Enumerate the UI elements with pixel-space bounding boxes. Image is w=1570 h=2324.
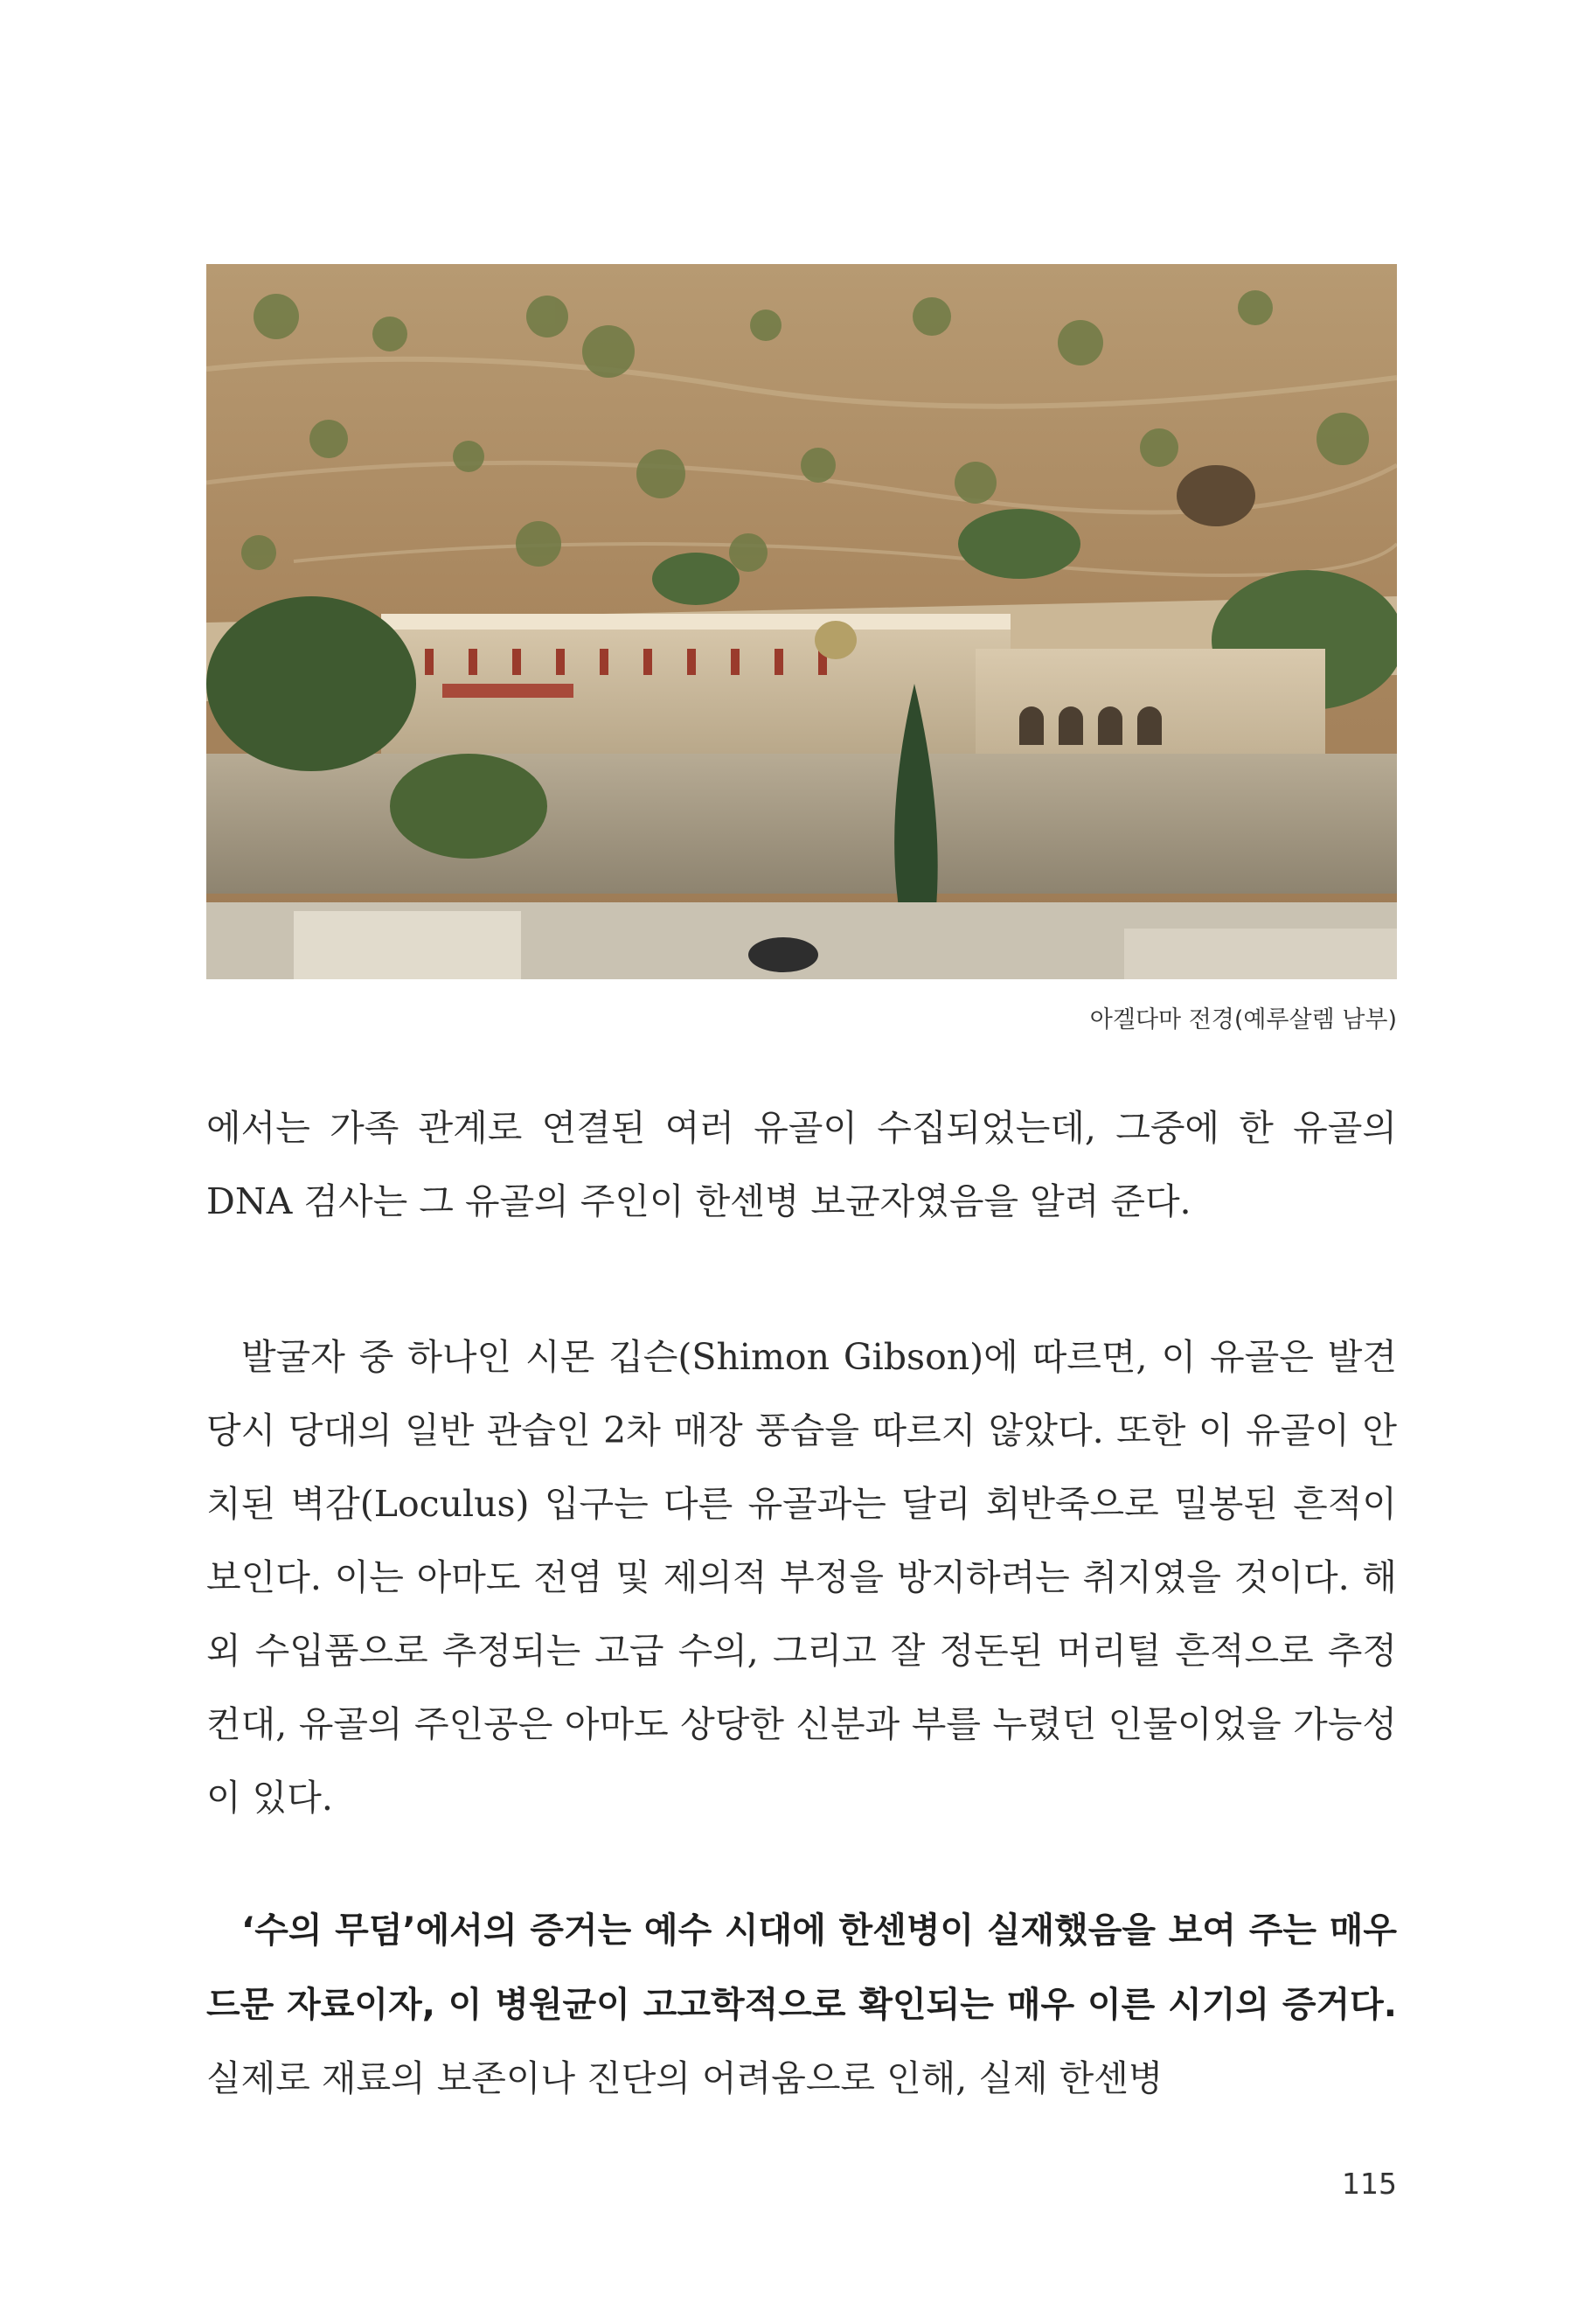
photo-caption: 아겔다마 전경(예루살렘 남부)	[1089, 1006, 1397, 1033]
landscape-photo-icon	[206, 264, 1397, 979]
aceldama-landscape-photo	[206, 264, 1397, 979]
page-number: 115	[1342, 2167, 1397, 2201]
paragraph-1-text: 에서는 가족 관계로 연결된 여러 유골이 수집되었는데, 그중에 한 유골의 DNA 검사는 그 유골의 주인이 한센병 보균자였음을 알려 준다.	[206, 1107, 1397, 1222]
paragraph-2-text: 발굴자 중 하나인 시몬 깁슨(Shimon Gibson)에 따르면, 이 유골은 발견 당시 당대의 일반 관습인 2차 매장 풍습을 따르지 않았다. 또한 이 유골이 안치된 벽감(Loculus) 입구는 다른 유골과는 달리 회반죽으로 밀봉된 흔적이 보인다. 이는 아마도 전염 및 제의적 부정을 방지하려는 취지였을 것이다. 해외 수입품으로 추정되는 고급 수의, 그리고 잘 정돈된 머리털 흔적으로 추정컨대, 유골의 주인공은 아마도 상당한 신분과 부를 누렸던 인물이었을 가능성이 있다.	[206, 1336, 1397, 1819]
paragraph-1	[206, 1091, 1397, 1238]
paragraph-3-text: 실제로 재료의 보존이나 진단의 어려움으로 인해, 실제 한센병	[206, 2057, 1164, 2099]
paragraph-2	[206, 1320, 1397, 1834]
paragraph-3	[206, 1893, 1397, 2115]
paragraph-3-bold-text: ‘수의 무덤’에서의 증거는 예수 시대에 한센병이 실재했음을 보여 주는 매우 드문 자료이자, 이 병원균이 고고학적으로 확인되는 매우 이른 시기의 증거다.	[206, 1910, 1397, 2025]
